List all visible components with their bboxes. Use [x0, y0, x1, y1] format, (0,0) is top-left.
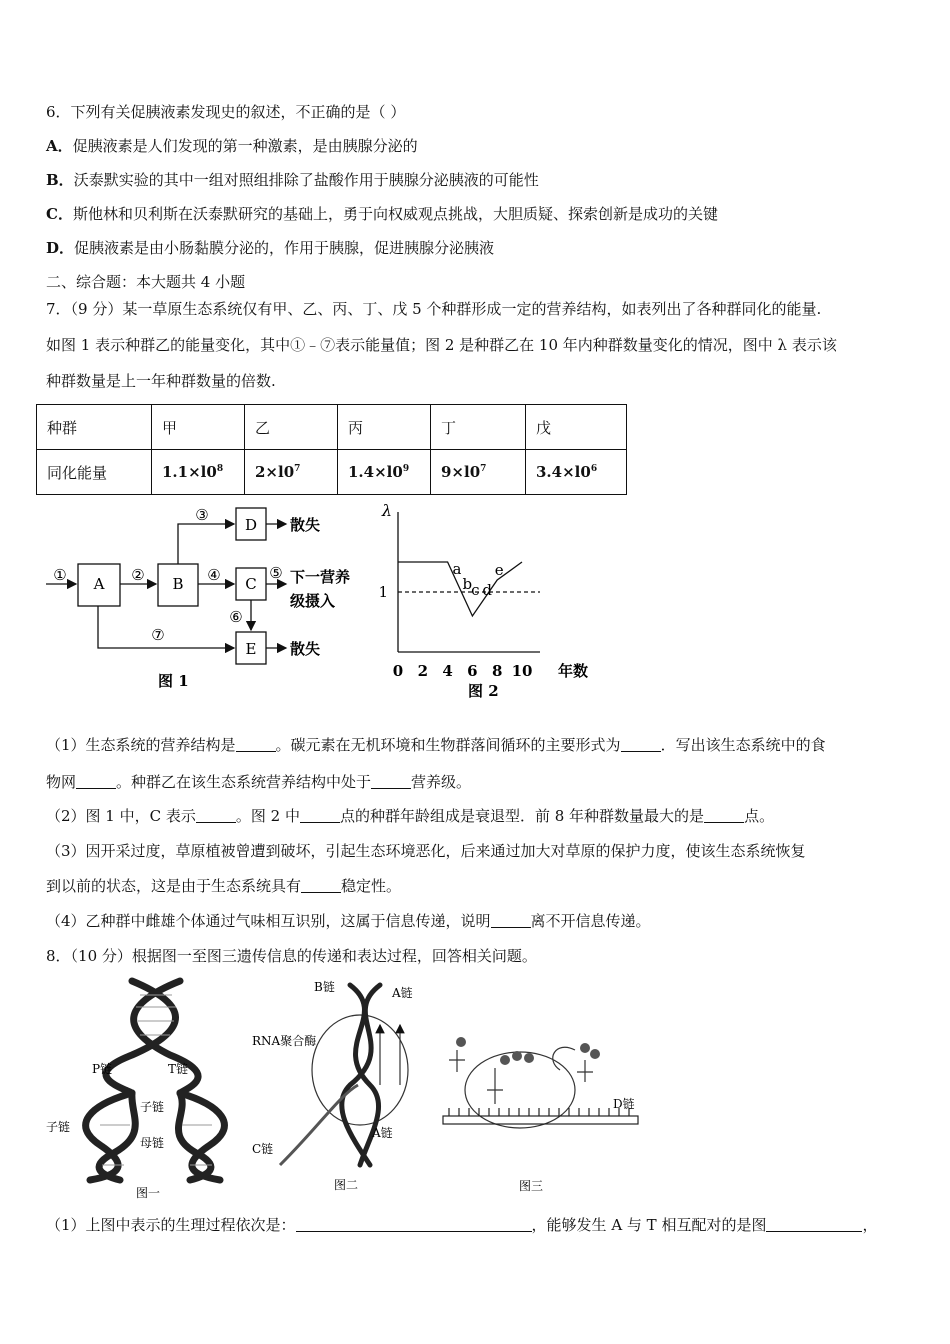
p-chain-label: P链 — [92, 1062, 113, 1076]
figure-two-caption: 图二 — [334, 1178, 359, 1192]
table-cell: $1.1\times l0^8$ — [152, 450, 245, 495]
q7-stem-line3: 种群数量是上一年种群数量的倍数. — [46, 372, 276, 390]
trna-left — [449, 1050, 465, 1072]
answer-blank[interactable] — [196, 808, 236, 823]
answer-blank[interactable] — [704, 808, 744, 823]
x-tick-label: 6 — [467, 662, 478, 680]
x-tick-label: 10 — [511, 662, 533, 680]
energy-flow-diagram — [40, 500, 380, 700]
point-label-a: a — [452, 560, 462, 578]
point-label-e: e — [494, 561, 504, 580]
q8-stem: 8．（10 分）根据图一至图三遗传信息的传递和表达过程，回答相关问题。 — [46, 947, 537, 965]
answer-blank[interactable] — [236, 737, 276, 752]
q6-option-c[interactable]: C．斯他林和贝利斯在沃泰默研究的基础上，勇于向权威观点挑战，大胆质疑、探索创新是成功的关键 — [46, 205, 718, 223]
q7-sub3-line2: 到以前的状态，这是由于生态系统具有 稳定性。 — [46, 877, 402, 895]
q6-option-d[interactable]: D．促胰液素是由小肠黏膜分泌的，作用于胰腺，促进胰腺分泌胰液 — [46, 239, 495, 257]
table-cell: $2\times l0^7$ — [245, 450, 338, 495]
translation-figure — [435, 1020, 650, 1200]
figure-three-caption: 图三 — [519, 1179, 544, 1193]
num-2: ② — [131, 566, 145, 584]
table-header-cell: 甲 — [152, 405, 245, 450]
daughter-strand-left-1 — [86, 1093, 132, 1180]
answer-blank[interactable] — [76, 774, 116, 789]
table-row-label: 同化能量 — [37, 450, 152, 495]
b-chain-label: B链 — [314, 980, 335, 994]
q7-sub4: （4）乙种群中雌雄个体通过气味相互识别，这属于信息传递，说明 离不开信息传递。 — [46, 912, 651, 930]
next-level-label-1: 下一营养 — [290, 568, 351, 586]
table-row — [37, 450, 627, 495]
q7-sub1-line2: 物网 。种群乙在该生态系统营养结构中处于 营养级。 — [46, 773, 472, 791]
lambda-chart — [370, 500, 610, 705]
box-d-label: D — [244, 516, 258, 534]
x-tick-label: 4 — [442, 662, 453, 680]
rna-polymerase-label: RNA聚合酶 — [252, 1034, 317, 1048]
answer-blank[interactable] — [621, 737, 661, 752]
table-cell: $9\times l0^7$ — [431, 450, 526, 495]
figure-2-caption: 图 2 — [468, 682, 499, 700]
table-header-cell: 戊 — [526, 405, 627, 450]
x-tick-label: 8 — [491, 662, 503, 680]
num-1: ① — [53, 566, 67, 584]
box-a-label: A — [93, 575, 105, 593]
box-b-label: B — [172, 575, 184, 593]
point-label-d: d — [482, 581, 492, 599]
x-tick-label: 2 — [417, 662, 429, 680]
q7-stem-line1: 7．（9 分）某一草原生态系统仅有甲、乙、丙、丁、戊 5 个种群形成一定的营养结构，如表列出了各种群同化的能量. — [46, 300, 822, 318]
table-header-cell: 丁 — [431, 405, 526, 450]
d-chain-label: D链 — [613, 1097, 635, 1111]
num-7: ⑦ — [151, 626, 165, 644]
a-chain-top-label: A链 — [392, 986, 413, 1000]
q6-stem: 6．下列有关促胰液素发现史的叙述，不正确的是（ ） — [46, 103, 406, 121]
num-4: ④ — [207, 566, 221, 584]
answer-blank[interactable] — [371, 774, 411, 789]
figure-one-caption: 图一 — [136, 1186, 161, 1200]
dna-replication-figure — [40, 975, 250, 1200]
child-chain-mid-label: 子链 — [140, 1100, 165, 1114]
table-header-cell: 丙 — [338, 405, 431, 450]
answer-blank[interactable] — [491, 913, 531, 928]
x-axis-unit: 年数 — [558, 662, 589, 680]
table-cell: $1.4\times l0^9$ — [338, 450, 431, 495]
section-heading: 二、综合题：本大题共 4 小题 — [46, 273, 246, 291]
trna-right — [577, 1060, 593, 1082]
next-level-label-2: 级摄入 — [290, 592, 336, 610]
q6-option-b[interactable]: B．沃泰默实验的其中一组对照组排除了盐酸作用于胰腺分泌胰液的可能性 — [46, 171, 539, 189]
num-5: ⑤ — [269, 564, 283, 582]
a-chain-bottom-label: A链 — [372, 1126, 393, 1140]
mother-chain-label: 母链 — [140, 1136, 165, 1150]
q7-sub1-line1: （1）生态系统的营养结构是 。碳元素在无机环境和生物群落间循环的主要形式为 ．写出该生态系统中的食 — [46, 736, 826, 754]
num-3: ③ — [195, 506, 209, 524]
q8-sub1: （1）上图中表示的生理过程依次是： ，能够发生 A 与 T 相互配对的是图 ， — [46, 1216, 878, 1234]
q7-stem-line2: 如图 1 表示种群乙的能量变化，其中①﹣⑦表示能量值；图 2 是种群乙在 10 年内种群数量变化的情况，图中 λ 表示该 — [46, 336, 837, 354]
transcription-figure — [250, 975, 430, 1200]
daughter-strand-right-1 — [180, 1093, 224, 1180]
child-chain-left-label: 子链 — [46, 1120, 71, 1134]
energy-table — [36, 404, 627, 495]
table-row — [37, 405, 627, 450]
table-header-cell: 种群 — [37, 405, 152, 450]
answer-blank[interactable] — [301, 878, 341, 893]
box-e-label: E — [245, 640, 257, 658]
loss-top-label: 散失 — [290, 516, 321, 534]
loss-bottom-label: 散失 — [290, 640, 321, 658]
q7-sub3-line1: （3）因开采过度，草原植被曾遭到破坏，引起生态环境恶化，后来通过加大对草原的保护力度，使该生态系统恢复 — [46, 842, 806, 860]
c-chain-label: C链 — [252, 1142, 274, 1156]
table-cell: $3.4\times l0^6$ — [526, 450, 627, 495]
one-tick-label: 1 — [378, 583, 388, 601]
answer-blank[interactable] — [296, 1217, 532, 1232]
point-label-b: b — [462, 575, 473, 593]
t-chain-label: T链 — [168, 1062, 189, 1076]
point-label-c: c — [471, 581, 480, 599]
table-header-cell: 乙 — [245, 405, 338, 450]
x-tick-label: 0 — [392, 662, 404, 680]
answer-blank[interactable] — [766, 1217, 862, 1232]
num-6: ⑥ — [229, 608, 243, 626]
mrna-strand-d — [443, 1116, 638, 1124]
box-c-label: C — [245, 575, 257, 593]
q7-sub2: （2）图 1 中，C 表示 。图 2 中 点的种群年龄组成是衰退型．前 8 年种群数量最大的是 点。 — [46, 807, 775, 825]
trna-mid — [487, 1068, 503, 1104]
figure-1-caption: 图 1 — [158, 672, 189, 690]
answer-blank[interactable] — [300, 808, 340, 823]
q6-option-a[interactable]: A．促胰液素是人们发现的第一种激素，是由胰腺分泌的 — [46, 137, 418, 155]
y-axis-label: λ — [381, 501, 392, 520]
